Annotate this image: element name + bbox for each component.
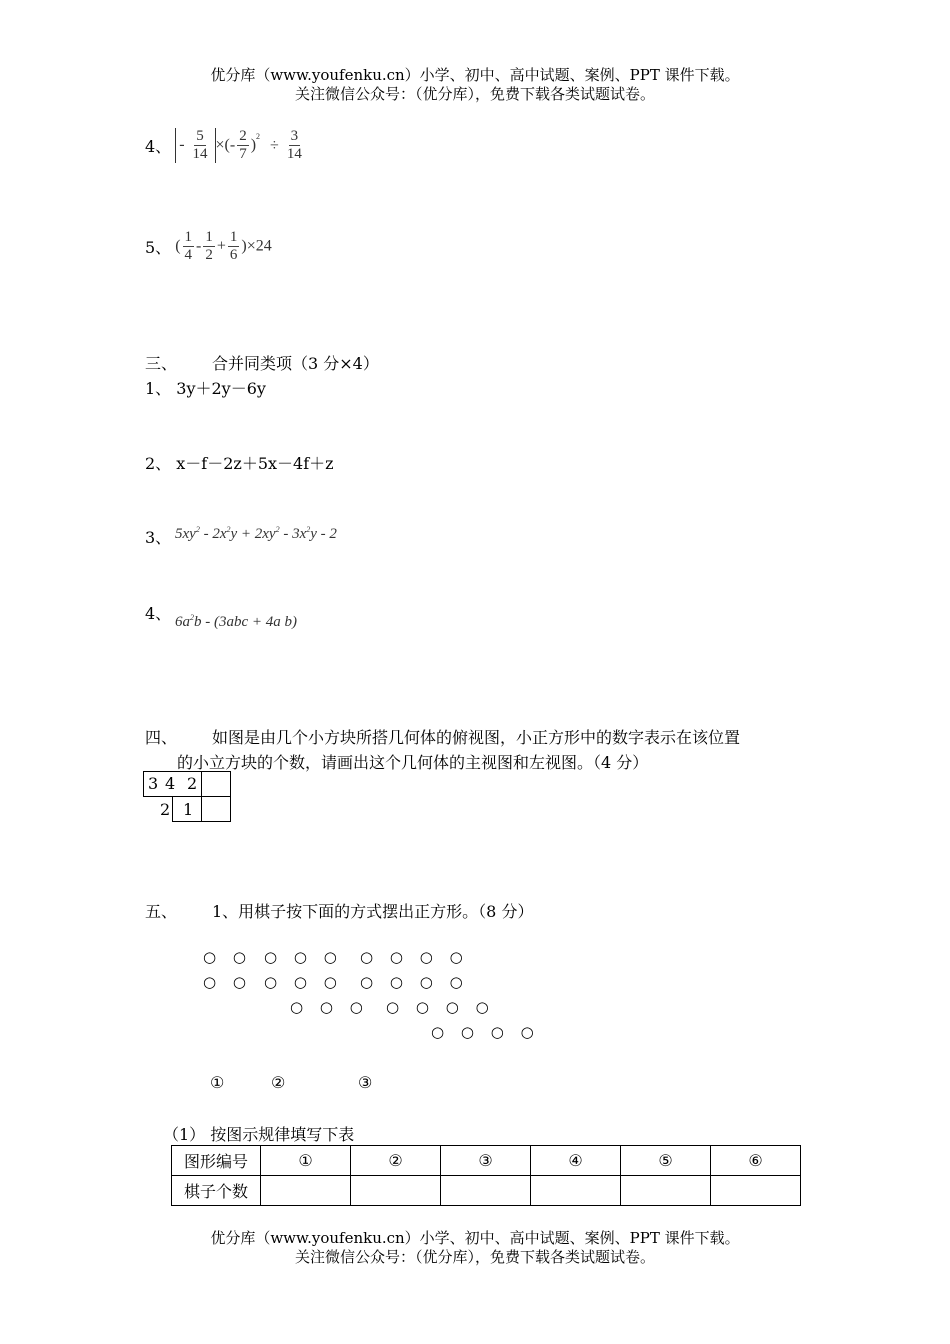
figure-label-1: ① — [210, 1073, 225, 1092]
chess-row: ○ ○ — [203, 948, 252, 966]
table-cell: ⑤ — [621, 1146, 711, 1176]
table-cell: ③ — [441, 1146, 531, 1176]
answer-input-cell[interactable] — [711, 1176, 801, 1206]
chess-row: ○ ○ ○ ○ — [360, 973, 469, 991]
fraction: $\frac{1}{4}$ — [184, 229, 193, 263]
answer-input-cell[interactable] — [441, 1176, 531, 1206]
expression-tail: )×24 — [241, 237, 272, 255]
section-5-label: 五、 — [145, 902, 178, 921]
header-line-1: 优分库（www.youfenku.cn）小学、初中、高中试题、案例、PPT 课件下载。 — [210, 66, 740, 84]
table-header-cell: 棋子个数 — [172, 1176, 261, 1206]
question-3-4-expression: $6a^2b - (3abc + 4a$ b) — [175, 613, 298, 630]
fraction: $\frac{1}{6}$ — [229, 229, 238, 263]
answer-table — [171, 1145, 801, 1206]
grid-value: 1 — [183, 800, 194, 819]
footer-line-2: 关注微信公众号：（优分库），免费下载各类试题试卷。 — [294, 1248, 655, 1266]
table-cell: ② — [351, 1146, 441, 1176]
answer-input-cell[interactable] — [531, 1176, 621, 1206]
chess-row: ○ ○ ○ ○ — [431, 1023, 540, 1041]
question-number: 4、 — [145, 137, 172, 156]
chess-row: ○ ○ ○ ○ — [360, 948, 469, 966]
divide-sign: ÷ — [270, 136, 279, 154]
sub-question-1: （1） 按图示规律填写下表 — [163, 1125, 355, 1144]
question-3-3-expression: $5xy^2 - 2x^2y + 2xy^2 - 3x^2y - 2$ — [175, 525, 337, 542]
figure-label-3: ③ — [358, 1073, 373, 1092]
grid-value: 2 — [187, 774, 198, 793]
minus-sign: - — [179, 136, 185, 154]
answer-input-cell[interactable] — [621, 1176, 711, 1206]
answer-input-cell[interactable] — [351, 1176, 441, 1206]
chess-row: ○ ○ — [203, 973, 252, 991]
table-row — [172, 1146, 801, 1176]
footer-line-1: 优分库（www.youfenku.cn）小学、初中、高中试题、案例、PPT 课件下载。 — [210, 1229, 740, 1247]
fraction: $\frac{2}{7}$ — [239, 128, 247, 162]
section-3-label: 三、 — [145, 354, 178, 373]
fraction: $\frac{1}{2}$ — [205, 229, 213, 263]
close-paren: ) — [250, 136, 257, 154]
grid-cell-r2-right — [201, 796, 231, 822]
figure-label-2: ② — [271, 1073, 286, 1092]
question-2-4 — [145, 128, 306, 163]
grid-cell-r1-right — [201, 771, 231, 797]
question-3-1: 1、 3y＋2y－6y — [145, 379, 266, 398]
exponent: 2 — [256, 132, 261, 142]
section-3-title: 合并同类项（3 分×4） — [212, 354, 379, 373]
question-3-3-number: 3、 — [145, 528, 172, 547]
operator: ×(- — [215, 136, 236, 154]
table-cell: ① — [261, 1146, 351, 1176]
grid-value: 3 — [148, 774, 159, 793]
operator: - — [196, 237, 202, 255]
section-4-label: 四、 — [145, 728, 178, 747]
grid-value: 2 — [160, 800, 171, 819]
chess-row: ○ ○ ○ — [264, 948, 343, 966]
fraction: $\frac{3}{14}$ — [286, 128, 302, 162]
grid-value: 4 — [165, 774, 176, 793]
section-4-line-2: 的小立方块的个数，请画出这个几何体的主视图和左视图。（4 分） — [177, 753, 649, 772]
chess-row: ○ ○ ○ ○ — [386, 998, 495, 1016]
fraction: $\frac{5}{14}$ — [192, 128, 208, 162]
table-header-cell: 图形编号 — [172, 1146, 261, 1176]
operator: + — [216, 237, 226, 255]
table-row — [172, 1176, 801, 1206]
question-2-5 — [145, 229, 272, 264]
answer-input-cell[interactable] — [261, 1176, 351, 1206]
question-3-4-number: 4、 — [145, 604, 172, 623]
open-paren: ( — [175, 237, 181, 255]
absolute-value — [175, 128, 215, 163]
section-4-line-1: 如图是由几个小方块所搭几何体的俯视图，小正方形中的数字表示在该位置 — [212, 728, 741, 747]
table-cell: ④ — [531, 1146, 621, 1176]
section-5-title: 1、用棋子按下面的方式摆出正方形。（8 分） — [212, 902, 534, 921]
header-line-2: 关注微信公众号：（优分库），免费下载各类试题试卷。 — [294, 85, 655, 103]
chess-row: ○ ○ ○ — [290, 998, 369, 1016]
question-3-2: 2、 x－f－2z＋5x－4f＋z — [145, 454, 334, 473]
chess-row: ○ ○ ○ — [264, 973, 343, 991]
question-number: 5、 — [145, 238, 172, 257]
table-cell: ⑥ — [711, 1146, 801, 1176]
